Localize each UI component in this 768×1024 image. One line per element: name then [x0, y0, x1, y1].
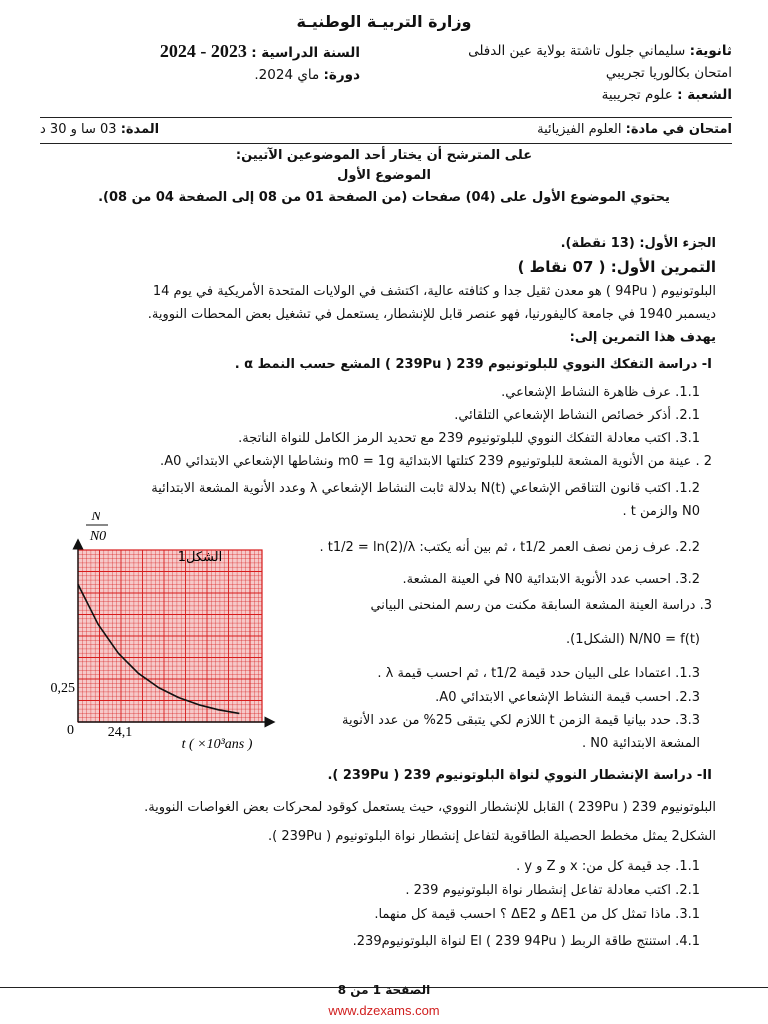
- school-year: 2023 - 2024: [159, 41, 247, 61]
- school-name: سليماني جلول تاشتة بولاية عين الدفلى: [468, 43, 686, 59]
- question-II-4-1: 4.1. استنتج طاقة الربط El ( 239 94Pu ) لنواة البلوتونيوم239.: [352, 934, 700, 949]
- year-label: السنة الدراسية :: [251, 45, 360, 61]
- figure-label: الشكل1: [177, 550, 223, 565]
- x-tick-label: 24,1: [107, 725, 133, 740]
- school-label: ثانوية:: [689, 43, 732, 59]
- school-info: [352, 40, 732, 106]
- question-II-2-1: 2.1. اكتب معادلة تفاعل إنشطار نواة البلوتونيوم 239 .: [405, 883, 700, 898]
- question-2-3: 2.3. احسب قيمة النشاط الإشعاعي الابتدائي A0.: [435, 690, 700, 705]
- section-two-title: II- دراسة الإنشطار النووي لنواة البلوتونيوم 239 ( 239Pu ).: [327, 768, 712, 783]
- branch-label: الشعبة :: [677, 87, 732, 103]
- site-url[interactable]: www.dzexams.com: [328, 1003, 440, 1018]
- exam-line: [40, 122, 732, 142]
- question-1-1: 1.1. عرف ظاهرة النشاط الإشعاعي.: [501, 385, 700, 400]
- section-one-title: I- دراسة التفكك النووي للبلوتونيوم 239 ( 239Pu ) المشع حسب النمط α .: [234, 357, 712, 372]
- section-two-paragraph-1: البلوتونيوم 239 ( 239Pu ) القابل للإنشطار النووي، حيث يستعمل كوقود لمحركات بعض الغواصات النووية.: [144, 800, 716, 815]
- session-date: ماي 2024.: [254, 67, 320, 83]
- ministry-title: وزارة التربيـة الوطنيـة: [296, 12, 472, 31]
- question-2-2: 2.2. عرف زمن نصف العمر t1/2 ، ثم بين أنه يكتب: t1/2 = ln(2)/λ .: [319, 540, 700, 555]
- year-info: [40, 40, 360, 86]
- subject-label: امتحان في مادة:: [625, 122, 732, 137]
- section-two-paragraph-2: الشكل2 يمثل مخطط الحصيلة الطاقوية لتفاعل إنشطار نواة البلوتونيوم ( 239Pu ).: [268, 829, 716, 844]
- exam-line-divider: [40, 143, 732, 144]
- session-label: دورة:: [323, 67, 360, 83]
- y-label-numerator: N: [91, 512, 101, 524]
- intro-line-1: البلوتونيوم ( 94Pu ) هو معدن ثقيل جدا و كثافته عالية، اكتشف في الولايات المتحدة الأمريكية في يوم 14: [152, 284, 716, 299]
- question-2-1: 2.1. أذكر خصائص النشاط الإشعاعي التلقائي.: [454, 408, 700, 423]
- choose-instruction: على المترشح أن يختار أحد الموضوعين الآتيين:: [235, 148, 533, 163]
- question-3-3: 3.3. حدد بيانيا قيمة الزمن t اللازم لكي يتبقى 25% من عدد الأنوية: [341, 713, 700, 728]
- intro-line-2: ديسمبر 1940 في جامعة كاليفورنيا، فهو عنصر قابل للإنشطار، يستعمل في تشغيل بعض المحطات النووية.: [147, 307, 716, 322]
- exercise-one-title: التمرين الأول: ( 07 نقاط ): [517, 258, 716, 276]
- topic-title: الموضوع الأول: [337, 168, 431, 183]
- question-3-3-cont: المشعة الابتدائية N0 .: [582, 736, 700, 751]
- aim-label: يهدف هذا التمرين إلى:: [569, 330, 716, 345]
- question-3-1: 3.1. اكتب معادلة التفكك النووي للبلوتونيوم 239 مع تحديد الرمز الكامل للنواة الناتجة.: [238, 431, 700, 446]
- header-divider: [40, 117, 732, 118]
- duration-label: المدة:: [120, 122, 160, 137]
- subject: العلوم الفيزيائية: [537, 122, 622, 137]
- origin-label: 0: [67, 723, 74, 738]
- question-2-intro: 2 . عينة من الأنوية المشعة للبلوتونيوم 239 كتلتها الابتدائية m0 = 1g ونشاطها الإشعاعي الابتدائي A0.: [160, 454, 712, 469]
- question-1-2-cont: N0 والزمن t .: [622, 504, 700, 519]
- duration: 03 سا و 30 د: [40, 122, 117, 137]
- question-3-2: 3.2. احسب عدد الأنوية الابتدائية N0 في العينة المشعة.: [402, 572, 700, 587]
- part-one-title: الجزء الأول: (13 نقطة).: [560, 236, 716, 251]
- question-II-3-1: 3.1. ماذا تمثل كل من ΔE1 و ΔE2 ؟ احسب قيمة كل منهما.: [374, 907, 700, 922]
- question-II-1-1: 1.1. جد قيمة كل من: x و Z و y .: [516, 859, 700, 874]
- exam-type: امتحان بكالوريا تجريبي: [605, 65, 732, 81]
- branch-name: علوم تجريبية: [601, 87, 673, 103]
- question-1-3: 1.3. اعتمادا على البيان حدد قيمة t1/2 ، ثم احسب قيمة λ .: [377, 666, 700, 681]
- question-1-2: 1.2. اكتب قانون التناقص الإشعاعي N(t) بدلالة ثابت النشاط الإشعاعي λ وعدد الأنوية المشعة الابتدائية: [151, 481, 700, 496]
- page-number: الصفحة 1 من 8: [337, 983, 431, 997]
- y-tick-label: 0,25: [50, 681, 75, 696]
- pages-note: يحتوي الموضوع الأول على (04) صفحات (من الصفحة 01 من 08 إلى الصفحة 04 من 08).: [98, 190, 670, 205]
- figure-1-chart: [30, 512, 280, 762]
- y-label-denominator: N0: [89, 529, 107, 544]
- x-axis-label: t ( ×10³ans ): [181, 737, 253, 752]
- question-3-intro-cont: N/N0 = f(t) (الشكل1).: [566, 632, 700, 647]
- question-3-intro: 3. دراسة العينة المشعة السابقة مكنت من رسم المنحنى البياني: [370, 598, 712, 613]
- decay-chart-svg: [30, 512, 280, 762]
